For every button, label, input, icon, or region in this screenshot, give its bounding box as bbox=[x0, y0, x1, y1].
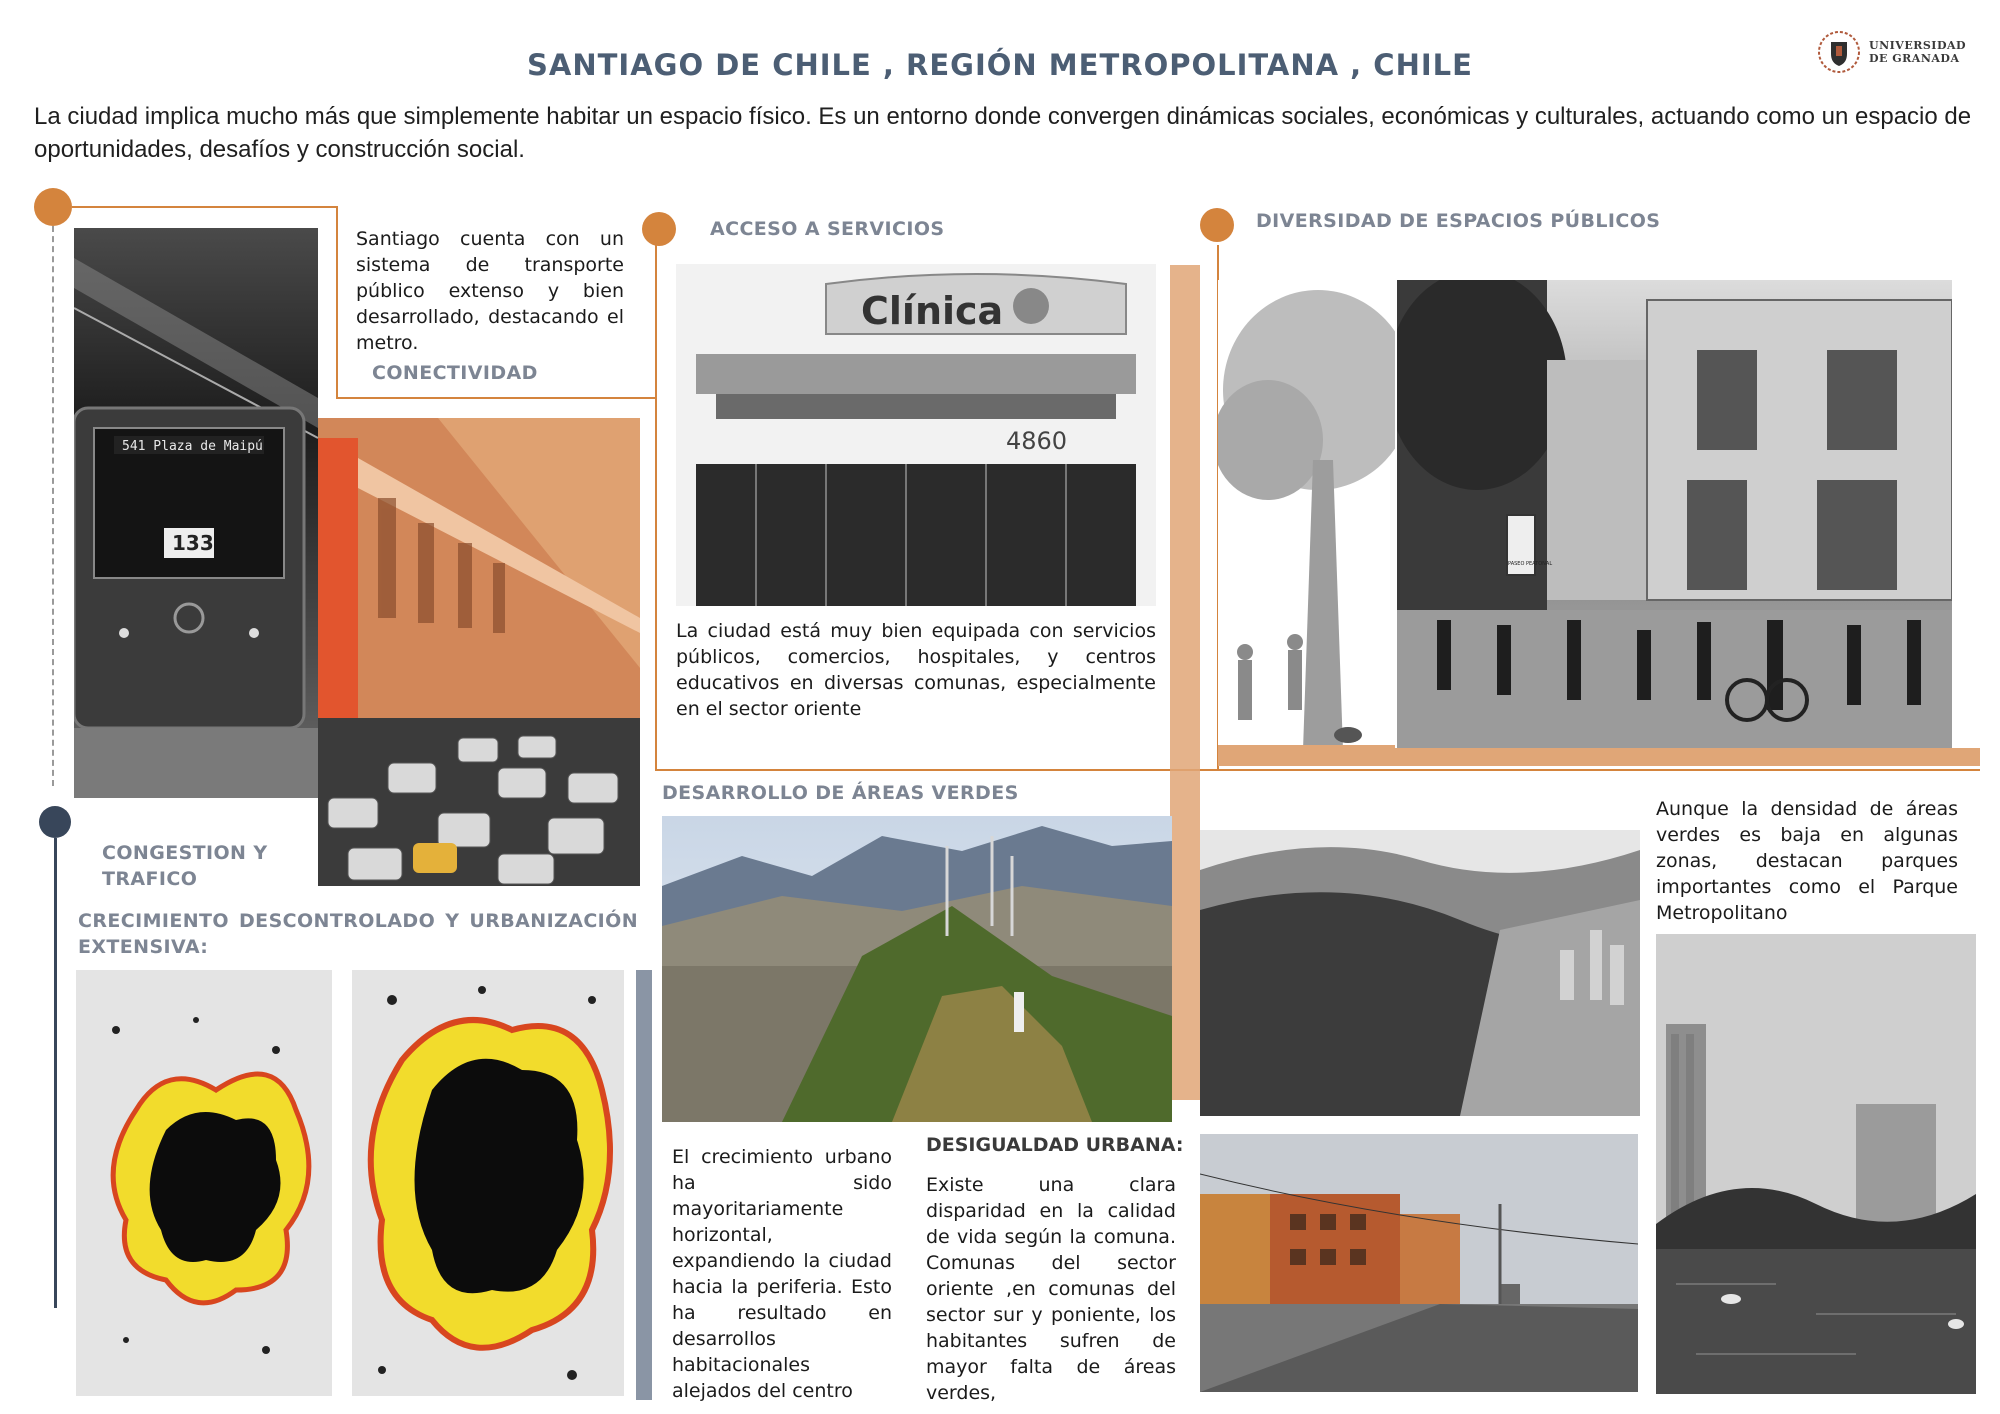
park-lagoon-photo bbox=[1656, 934, 1976, 1394]
paseo-sign: PASEO PEATONAL bbox=[1508, 561, 1553, 567]
timeline-navy-line bbox=[54, 838, 57, 1308]
train-traffic-collage bbox=[318, 418, 640, 886]
servicios-heading: ACCESO A SERVICIOS bbox=[710, 218, 945, 240]
crecimiento-text: El crecimiento urbano ha sido mayoritariamente horizontal, expandiendo la ciudad hacia la periferia. Esto ha resultado en desarrollos habitacionales alejados del centro bbox=[672, 1146, 892, 1402]
timeline-dashed-line bbox=[52, 226, 56, 786]
areas-verdes-heading: DESARROLLO DE ÁREAS VERDES bbox=[662, 782, 1019, 804]
congestion-heading bbox=[102, 840, 268, 892]
conectividad-text: Santiago cuenta con un sistema de transporte público extenso y bien desarrollado, destacando el metro. bbox=[356, 228, 624, 354]
clinic-sign: Clínica bbox=[861, 289, 1004, 333]
congestion-heading-line-1: CONGESTION Y bbox=[102, 842, 268, 864]
street-plaza-photo bbox=[1397, 280, 1952, 750]
metro-sign-text: 541 Plaza de Maipú bbox=[122, 439, 263, 454]
connector-line bbox=[336, 397, 656, 399]
timeline-dot-espacios bbox=[1200, 208, 1234, 242]
espacios-heading: DIVERSIDAD DE ESPACIOS PÚBLICOS bbox=[1256, 210, 1661, 232]
timeline-dot-congestion bbox=[39, 806, 71, 838]
page-title: SANTIAGO DE CHILE , REGIÓN METROPOLITANA , CHILE bbox=[527, 48, 1473, 82]
urban-sprawl-map-2 bbox=[352, 970, 624, 1396]
connector-line bbox=[72, 206, 337, 208]
timeline-dot-conectividad bbox=[34, 188, 72, 226]
decorative-orange-bar bbox=[1170, 265, 1200, 1100]
areas-verdes-text: Aunque la densidad de áreas verdes es baja en algunas zonas, destacan parques importantes como el Parque Metropolitano bbox=[1656, 798, 1958, 924]
metro-photo bbox=[74, 228, 318, 798]
logo-line-1: UNIVERSIDAD bbox=[1869, 39, 1967, 52]
tree-silhouette-photo bbox=[1218, 280, 1395, 750]
urban-sprawl-map-1 bbox=[76, 970, 332, 1396]
cerro-san-cristobal-photo bbox=[662, 816, 1172, 1122]
clinic-building-number: 4860 bbox=[1006, 427, 1068, 455]
logo-line-2: DE GRANADA bbox=[1869, 52, 1960, 65]
crecimiento-heading: CRECIMIENTO DESCONTROLADO Y URBANIZACIÓN EXTENSIVA: bbox=[78, 910, 638, 958]
timeline-dot-servicios bbox=[642, 212, 676, 246]
connector-line bbox=[336, 206, 338, 398]
metro-number: 133 bbox=[172, 531, 214, 555]
servicios-text: La ciudad está muy bien equipada con servicios públicos, comercios, hospitales, y centros educativos en diversas comunas, especialmente en el sector oriente bbox=[676, 620, 1156, 720]
decorative-grey-bar bbox=[636, 970, 652, 1400]
desigualdad-heading: DESIGUALDAD URBANA: bbox=[926, 1134, 1184, 1156]
espacios-base-bar bbox=[1218, 748, 1980, 766]
conectividad-heading: CONECTIVIDAD bbox=[372, 362, 538, 384]
university-logo bbox=[1817, 30, 1987, 74]
connector-line bbox=[655, 769, 1980, 771]
crest-icon bbox=[1817, 30, 1861, 74]
city-aerial-bw-photo bbox=[1200, 830, 1640, 1116]
housing-street-photo bbox=[1200, 1134, 1638, 1392]
clinic-photo bbox=[676, 264, 1156, 606]
desigualdad-text: Existe una clara disparidad en la calidad de vida según la comuna. Comunas del sector oriente ,en comunas del sector sur y poniente, los habitantes sufren de mayor falta de áreas verdes, bbox=[926, 1174, 1176, 1404]
connector-line bbox=[655, 245, 657, 770]
intro-paragraph: La ciudad implica mucho más que simplemente habitar un espacio físico. Es un entorno donde convergen dinámicas sociales, económicas y culturales, actuando como un espacio de oportunidades, desafíos y construcción social. bbox=[34, 103, 1972, 163]
congestion-heading-line-2: TRAFICO bbox=[102, 868, 198, 890]
